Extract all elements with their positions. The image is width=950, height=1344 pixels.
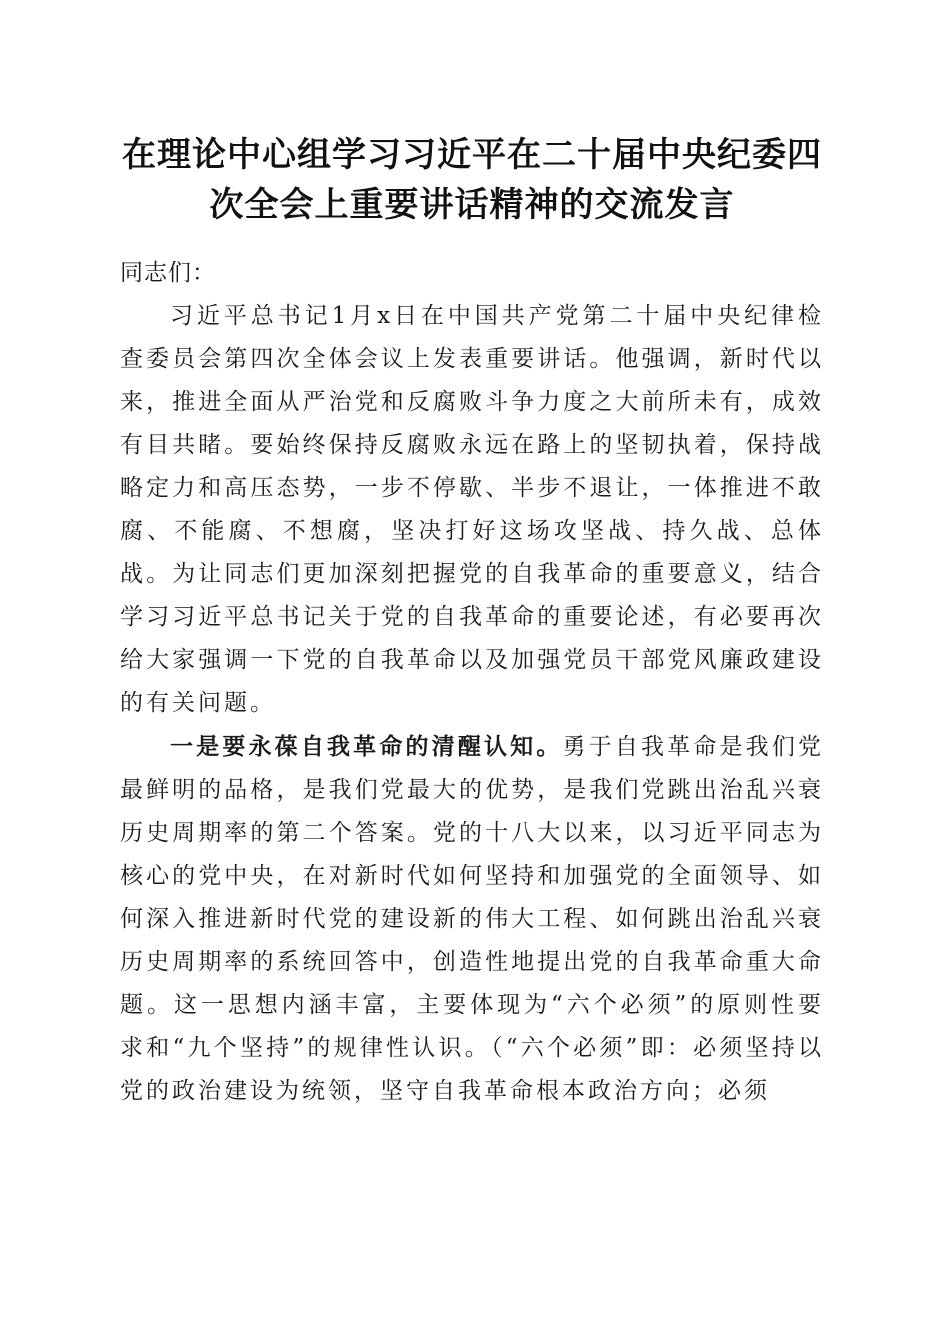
paragraph-point-one — [120, 725, 824, 1113]
document-title — [120, 130, 824, 230]
document-page — [120, 130, 825, 1104]
title-line-1: 在理论中心组学习习近平在二十届中央纪委四 — [122, 135, 822, 175]
greeting: 同志们： — [120, 260, 216, 286]
paragraph-point-one-heading: 一是要永葆自我革命的清醒认知。 — [170, 733, 563, 760]
paragraph-point-one-text: 勇于自我革命是我们党最鲜明的品格，是我们党最大的优势，是我们党跳出治乱兴衰历史周期率的第二个答案。党的十八大以来，以习近平同志为核心的党中央，在对新时代如何坚持和加强党的全面领导、如何深入推进新时代党的建设新的伟大工程、如何跳出治乱兴衰历史周期率的系统回答中，创造性地提出党的自我革命重大命题。这一思想内涵丰富，主要体现为“六个必须”的原则性要求和“九个坚持”的规律性认识。（“六个必须”即：必须坚持以党的政治建设为统领，坚守自我革命根本政治方向；必须 — [120, 734, 825, 1104]
paragraph-intro: 习近平总书记1月x日在中国共产党第二十届中央纪律检查委员会第四次全体会议上发表重要讲话。他强调，新时代以来，推进全面从严治党和反腐败斗争力度之大前所未有，成效有目共睹。要始终保持反腐败永远在路上的坚韧执着，保持战略定力和高压态势，一步不停歇、半步不退让，一体推进不敢腐、不能腐、不想腐，坚决打好这场攻坚战、持久战、总体战。为让同志们更加深刻把握党的自我革命的重要意义，结合学习习近平总书记关于党的自我革命的重要论述，有必要再次给大家强调一下党的自我革命以及加强党员干部党风廉政建设的有关问题。 — [120, 303, 824, 716]
document-body — [120, 252, 824, 1113]
title-line-2: 次全会上重要讲话精神的交流发言 — [209, 185, 735, 225]
